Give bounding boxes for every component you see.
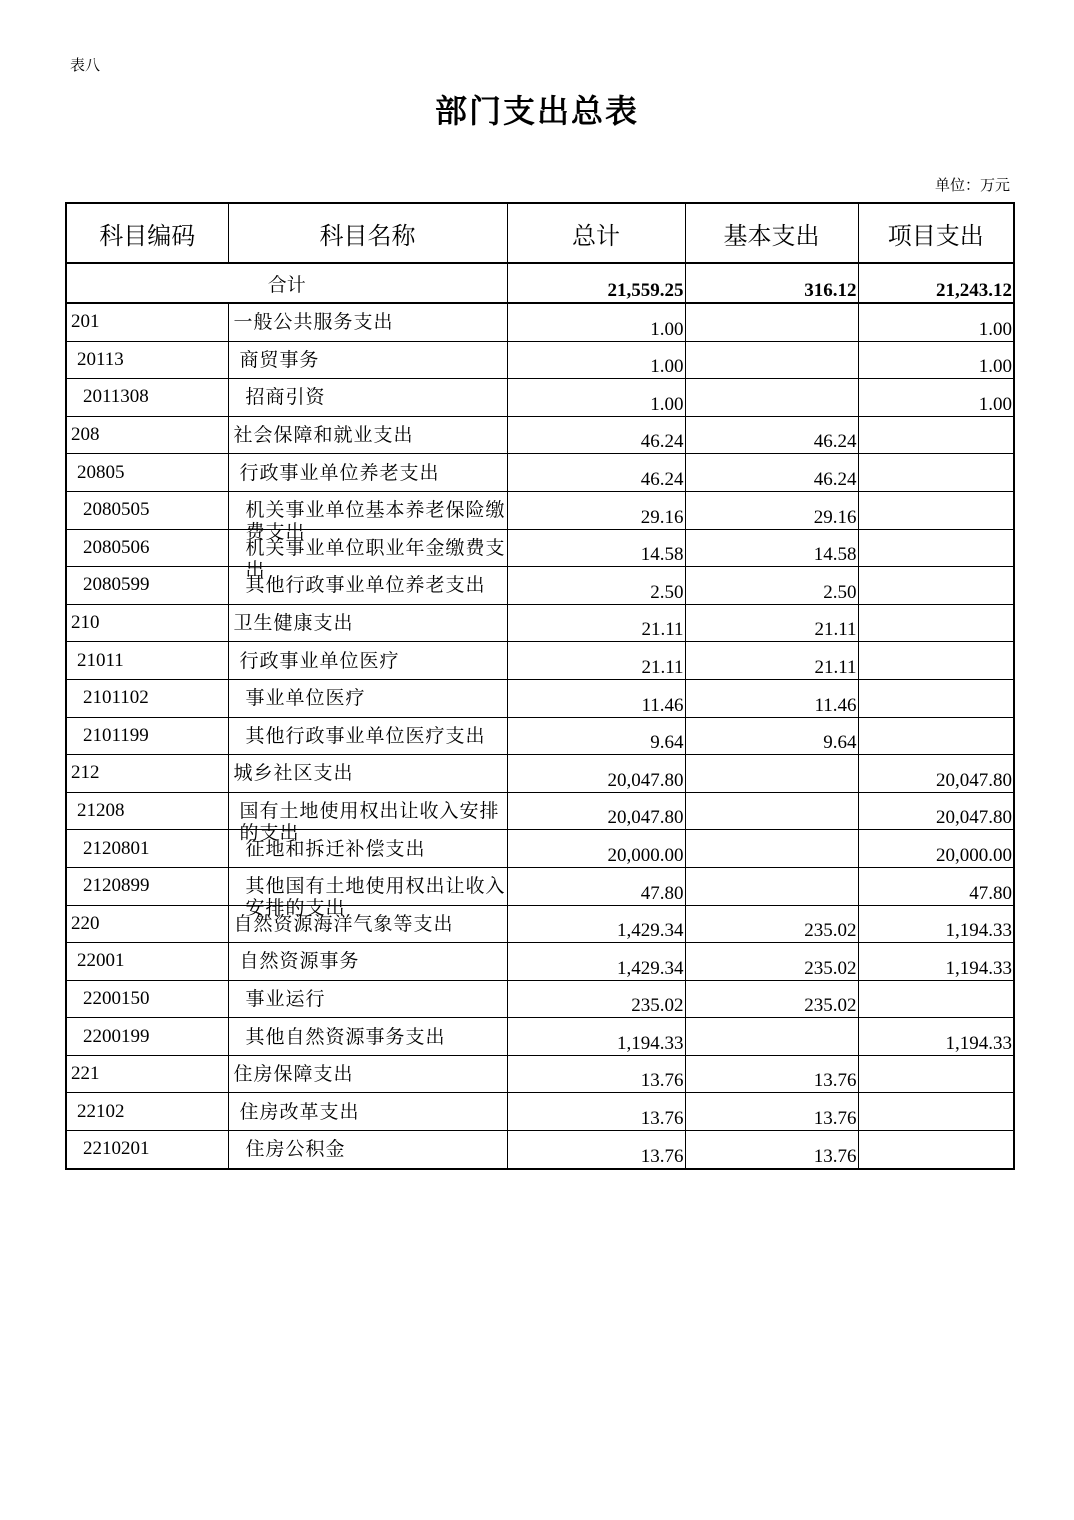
table-row [66, 1055, 1014, 1093]
row-total: 9.64 [507, 717, 685, 755]
row-project: 1.00 [858, 303, 1014, 341]
row-name: 自然资源海洋气象等支出 [228, 905, 507, 943]
row-code: 2200199 [66, 1018, 228, 1056]
row-name: 住房改革支出 [228, 1093, 507, 1131]
row-code: 208 [66, 416, 228, 454]
row-code: 2080506 [66, 529, 228, 567]
row-total: 14.58 [507, 529, 685, 567]
table-row [66, 1131, 1014, 1169]
row-total: 46.24 [507, 454, 685, 492]
row-project: 1,194.33 [858, 943, 1014, 981]
row-name: 机关事业单位基本养老保险缴费支出 [228, 491, 507, 529]
row-name: 事业运行 [228, 980, 507, 1018]
row-project [858, 491, 1014, 529]
row-name: 城乡社区支出 [228, 755, 507, 793]
row-basic: 9.64 [685, 717, 858, 755]
header-project: 项目支出 [858, 203, 1014, 263]
row-total: 13.76 [507, 1131, 685, 1169]
row-project [858, 717, 1014, 755]
row-project [858, 454, 1014, 492]
table-row [66, 491, 1014, 529]
row-basic: 2.50 [685, 567, 858, 605]
row-name: 事业单位医疗 [228, 679, 507, 717]
header-name: 科目名称 [228, 203, 507, 263]
table-row [66, 830, 1014, 868]
row-code: 2120899 [66, 867, 228, 905]
row-name: 商贸事务 [228, 341, 507, 379]
row-basic [685, 755, 858, 793]
table-row [66, 943, 1014, 981]
total-row [66, 263, 1014, 303]
row-total: 1.00 [507, 303, 685, 341]
table-row [66, 303, 1014, 341]
expenditure-table [65, 202, 1015, 1170]
row-name: 征地和拆迁补偿支出 [228, 830, 507, 868]
table-row [66, 717, 1014, 755]
row-total: 20,047.80 [507, 755, 685, 793]
row-code: 220 [66, 905, 228, 943]
row-code: 2200150 [66, 980, 228, 1018]
row-project [858, 416, 1014, 454]
row-code: 2080505 [66, 491, 228, 529]
table-row [66, 454, 1014, 492]
row-name: 其他行政事业单位医疗支出 [228, 717, 507, 755]
row-code: 22001 [66, 943, 228, 981]
row-code: 22102 [66, 1093, 228, 1131]
row-name: 社会保障和就业支出 [228, 416, 507, 454]
row-project: 1,194.33 [858, 1018, 1014, 1056]
row-code: 212 [66, 755, 228, 793]
row-total: 13.76 [507, 1093, 685, 1131]
row-project [858, 529, 1014, 567]
row-total: 1.00 [507, 379, 685, 417]
table-row [66, 1018, 1014, 1056]
row-basic: 13.76 [685, 1093, 858, 1131]
row-project [858, 679, 1014, 717]
row-total: 21.11 [507, 604, 685, 642]
unit-label: 单位：万元 [934, 176, 1010, 194]
row-basic: 46.24 [685, 454, 858, 492]
row-basic: 235.02 [685, 943, 858, 981]
row-basic: 14.58 [685, 529, 858, 567]
row-code: 2011308 [66, 379, 228, 417]
row-project: 20,047.80 [858, 792, 1014, 830]
row-project: 47.80 [858, 867, 1014, 905]
total-total: 21,559.25 [507, 263, 685, 303]
row-project [858, 604, 1014, 642]
row-total: 235.02 [507, 980, 685, 1018]
row-project: 20,000.00 [858, 830, 1014, 868]
table-row [66, 980, 1014, 1018]
row-name: 自然资源事务 [228, 943, 507, 981]
row-total: 1,194.33 [507, 1018, 685, 1056]
row-name: 其他行政事业单位养老支出 [228, 567, 507, 605]
row-name: 国有土地使用权出让收入安排的支出 [228, 792, 507, 830]
table-row [66, 679, 1014, 717]
row-total: 1,429.34 [507, 905, 685, 943]
table-row [66, 642, 1014, 680]
row-basic: 235.02 [685, 905, 858, 943]
row-name: 卫生健康支出 [228, 604, 507, 642]
table-row [66, 341, 1014, 379]
row-basic [685, 830, 858, 868]
row-total: 21.11 [507, 642, 685, 680]
row-total: 13.76 [507, 1055, 685, 1093]
row-name: 其他国有土地使用权出让收入安排的支出 [228, 867, 507, 905]
row-project [858, 642, 1014, 680]
row-basic: 46.24 [685, 416, 858, 454]
row-basic [685, 867, 858, 905]
row-basic [685, 792, 858, 830]
row-total: 46.24 [507, 416, 685, 454]
row-basic: 29.16 [685, 491, 858, 529]
row-basic: 235.02 [685, 980, 858, 1018]
table-row [66, 792, 1014, 830]
table-tag: 表八 [70, 56, 101, 74]
row-code: 20113 [66, 341, 228, 379]
table-row [66, 905, 1014, 943]
row-code: 21208 [66, 792, 228, 830]
table-row [66, 379, 1014, 417]
row-total: 2.50 [507, 567, 685, 605]
row-code: 21011 [66, 642, 228, 680]
row-name: 住房保障支出 [228, 1055, 507, 1093]
row-code: 210 [66, 604, 228, 642]
row-name: 招商引资 [228, 379, 507, 417]
total-basic: 316.12 [685, 263, 858, 303]
row-project [858, 1093, 1014, 1131]
row-basic: 11.46 [685, 679, 858, 717]
row-name: 行政事业单位养老支出 [228, 454, 507, 492]
table-row [66, 604, 1014, 642]
row-basic: 13.76 [685, 1055, 858, 1093]
row-total: 1,429.34 [507, 943, 685, 981]
total-label: 合计 [66, 263, 507, 303]
row-name: 住房公积金 [228, 1131, 507, 1169]
row-name: 一般公共服务支出 [228, 303, 507, 341]
row-total: 20,000.00 [507, 830, 685, 868]
row-basic [685, 379, 858, 417]
row-code: 221 [66, 1055, 228, 1093]
row-project [858, 980, 1014, 1018]
table-row [66, 416, 1014, 454]
row-basic: 13.76 [685, 1131, 858, 1169]
row-project [858, 1055, 1014, 1093]
row-total: 1.00 [507, 341, 685, 379]
row-code: 2120801 [66, 830, 228, 868]
row-project: 1.00 [858, 379, 1014, 417]
row-name: 机关事业单位职业年金缴费支出 [228, 529, 507, 567]
row-basic [685, 341, 858, 379]
table-row [66, 755, 1014, 793]
total-project: 21,243.12 [858, 263, 1014, 303]
row-project: 1,194.33 [858, 905, 1014, 943]
row-project: 1.00 [858, 341, 1014, 379]
row-total: 20,047.80 [507, 792, 685, 830]
row-name: 其他自然资源事务支出 [228, 1018, 507, 1056]
row-total: 11.46 [507, 679, 685, 717]
row-code: 2101199 [66, 717, 228, 755]
table-row [66, 567, 1014, 605]
row-project [858, 1131, 1014, 1169]
header-total: 总计 [507, 203, 685, 263]
row-name: 行政事业单位医疗 [228, 642, 507, 680]
header-basic: 基本支出 [685, 203, 858, 263]
header-code: 科目编码 [66, 203, 228, 263]
row-project: 20,047.80 [858, 755, 1014, 793]
row-code: 2101102 [66, 679, 228, 717]
row-basic [685, 303, 858, 341]
row-basic: 21.11 [685, 604, 858, 642]
row-code: 2210201 [66, 1131, 228, 1169]
row-basic: 21.11 [685, 642, 858, 680]
row-code: 20805 [66, 454, 228, 492]
row-code: 2080599 [66, 567, 228, 605]
row-project [858, 567, 1014, 605]
row-code: 201 [66, 303, 228, 341]
row-total: 47.80 [507, 867, 685, 905]
page-title: 部门支出总表 [434, 92, 639, 130]
table-row [66, 529, 1014, 567]
table-row [66, 1093, 1014, 1131]
row-basic [685, 1018, 858, 1056]
table-row [66, 867, 1014, 905]
row-total: 29.16 [507, 491, 685, 529]
header-row [66, 203, 1014, 263]
